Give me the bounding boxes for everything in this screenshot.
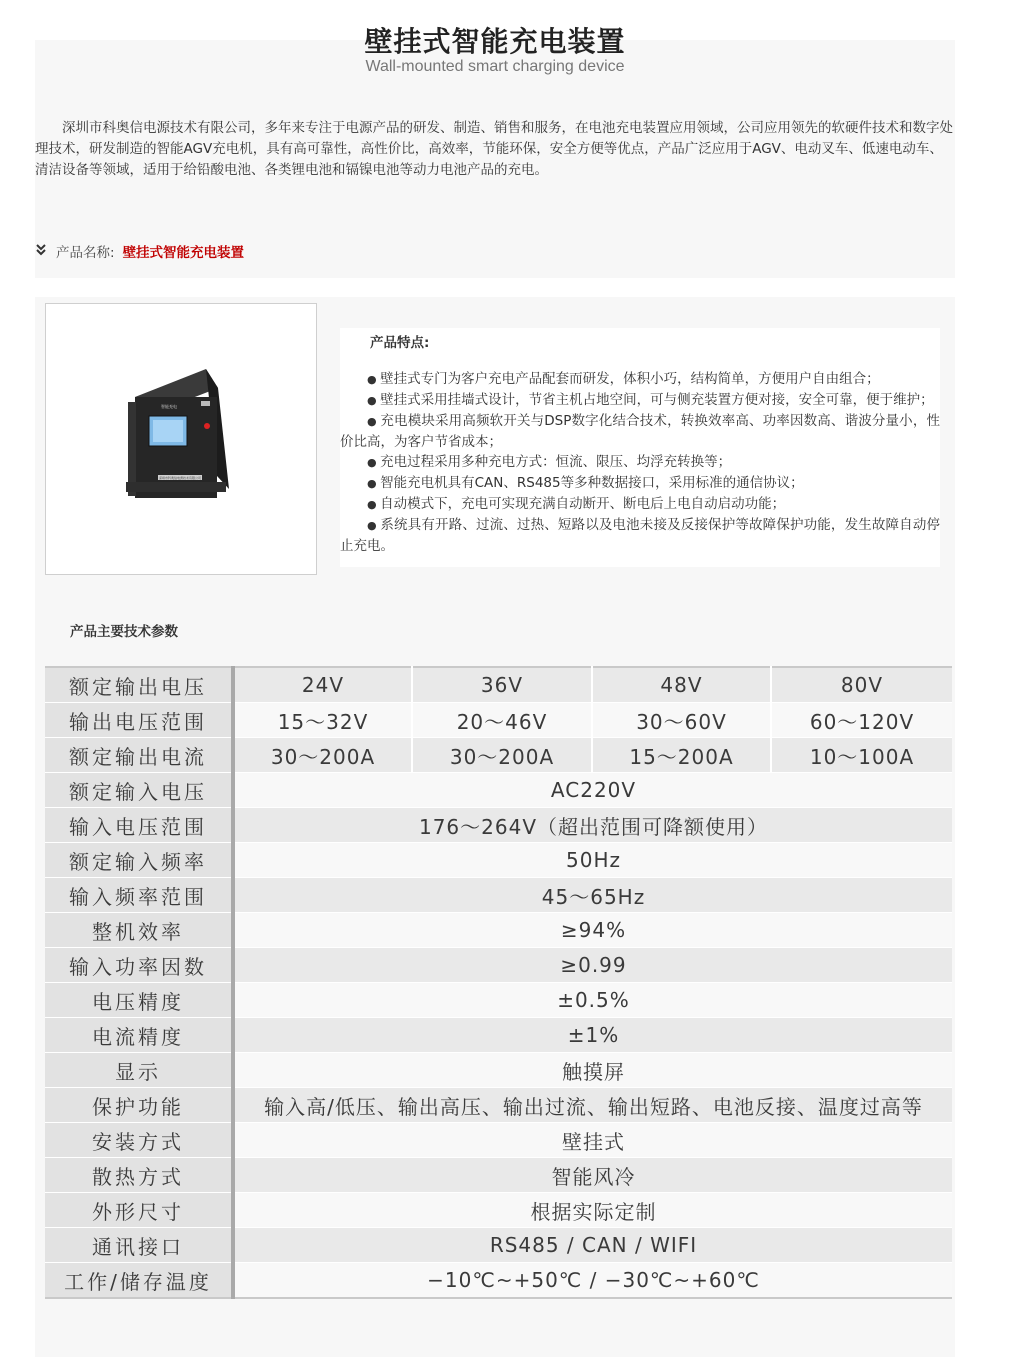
table-row [45,948,952,983]
feature-item: ● 系统具有开路、过流、过热、短路以及电池未接及反接保护等故障保护功能，发生故障自动停止充电。 [340,515,940,556]
product-name-label: 产品名称: [56,245,115,261]
features-title: 产品特点: [370,335,430,351]
table-row [45,983,952,1018]
spec-label: 显示 [45,1053,233,1088]
spec-value: 176～264V（超出范围可降额使用） [233,808,952,843]
spec-value: 36V [412,667,592,703]
spec-value: 根据实际定制 [233,1193,952,1228]
spec-label: 额定输出电压 [45,667,233,703]
table-row [45,1088,952,1123]
feature-item: ● 充电模块采用高频软开关与DSP数字化结合技术，转换效率高、功率因数高、谐波分量小，性价比高，为客户节省成本； [340,411,940,452]
page-subtitle: Wall-mounted smart charging device [365,58,625,75]
charger-illustration [46,304,316,574]
table-row [45,1123,952,1158]
spec-label: 散热方式 [45,1158,233,1193]
spec-value: AC220V [233,773,952,808]
spec-value: 30～200A [412,738,592,773]
spec-value: 60～120V [771,703,952,738]
spec-label: 安装方式 [45,1123,233,1158]
features-panel [340,328,940,567]
nameplate-text: 深圳市科奥信电源技术有限公司 [159,476,202,480]
spec-label: 外形尺寸 [45,1193,233,1228]
spec-value: ≥0.99 [233,948,952,983]
feature-item: ● 自动模式下，充电可实现充满自动断开、断电后上电自动启动功能； [340,494,940,515]
features-list [340,369,940,556]
table-row [45,878,952,913]
feature-item: ● 壁挂式采用挂墙式设计，节省主机占地空间，可与侧充装置方便对接，安全可靠，便于维护； [340,390,940,411]
spec-value: 15～200A [592,738,771,773]
company-intro: 深圳市科奥信电源技术有限公司，多年来专注于电源产品的研发、制造、销售和服务，在电池充电装置应用领域，公司应用领先的软硬件技术和数字处理技术，研发制造的智能AGV充电机，具有高可靠性，高性价比，高效率，节能环保，安全方便等优点，产品广泛应用于AGV、电动叉车、低速电动车、清洁设备等领域，适用于给铅酸电池、各类锂电池和镉镍电池等动力电池产品的充电。 [35,120,953,178]
table-row [45,913,952,948]
spec-value: ≥94% [233,913,952,948]
table-row [45,1053,952,1088]
spec-value: ±0.5% [233,983,952,1018]
feature-item: ● 壁挂式专门为客户充电产品配套而研发，体积小巧，结构简单，方便用户自由组合； [340,369,940,390]
spec-value: 10～100A [771,738,952,773]
table-row [45,1158,952,1193]
spec-value: 24V [233,667,412,703]
product-name-value[interactable]: 壁挂式智能充电装置 [122,245,245,261]
specs-heading: 产品主要技术参数 [70,624,178,640]
spec-label: 输出电压范围 [45,703,233,738]
table-row [45,703,952,738]
spec-label: 工作/储存温度 [45,1263,233,1299]
feature-item: ● 智能充电机具有CAN、RS485等多种数据接口，采用标准的通信协议； [340,473,940,494]
spec-label: 整机效率 [45,913,233,948]
spec-value: −10℃~+50℃ / −30℃~+60℃ [233,1263,952,1299]
spec-value: RS485 / CAN / WIFI [233,1228,952,1263]
table-row [45,773,952,808]
spec-value: 输入高/低压、输出高压、输出过流、输出短路、电池反接、温度过高等 [233,1088,952,1123]
panel-label: 智能充电 [161,404,177,409]
spec-value: ±1% [233,1018,952,1053]
spec-value: 15～32V [233,703,412,738]
table-row [45,1018,952,1053]
spec-table [45,666,952,1299]
table-row [45,808,952,843]
table-row [45,667,952,703]
spec-value: 20～46V [412,703,592,738]
spec-value: 壁挂式 [233,1123,952,1158]
spec-value: 48V [592,667,771,703]
spec-value: 触摸屏 [233,1053,952,1088]
page-title: 壁挂式智能充电装置 [364,25,626,58]
spec-label: 输入电压范围 [45,808,233,843]
spec-value: 50Hz [233,843,952,878]
table-row [45,843,952,878]
spec-label: 通讯接口 [45,1228,233,1263]
product-image[interactable] [45,303,317,575]
table-row [45,1263,952,1299]
spec-label: 保护功能 [45,1088,233,1123]
table-row [45,1228,952,1263]
spec-value: 30～60V [592,703,771,738]
product-name-row [35,241,244,261]
spec-value: 智能风冷 [233,1158,952,1193]
table-row [45,738,952,773]
spec-label: 额定输出电流 [45,738,233,773]
double-chevron-down-icon [35,243,49,259]
table-row [45,1193,952,1228]
spec-label: 输入功率因数 [45,948,233,983]
feature-item: ● 充电过程采用多种充电方式：恒流、限压、均浮充转换等； [340,452,940,473]
spec-label: 电压精度 [45,983,233,1018]
spec-label: 额定输入电压 [45,773,233,808]
spec-value: 45～65Hz [233,878,952,913]
spec-label: 电流精度 [45,1018,233,1053]
spec-label: 额定输入频率 [45,843,233,878]
spec-label: 输入频率范围 [45,878,233,913]
spec-value: 80V [771,667,952,703]
spec-value: 30～200A [233,738,412,773]
